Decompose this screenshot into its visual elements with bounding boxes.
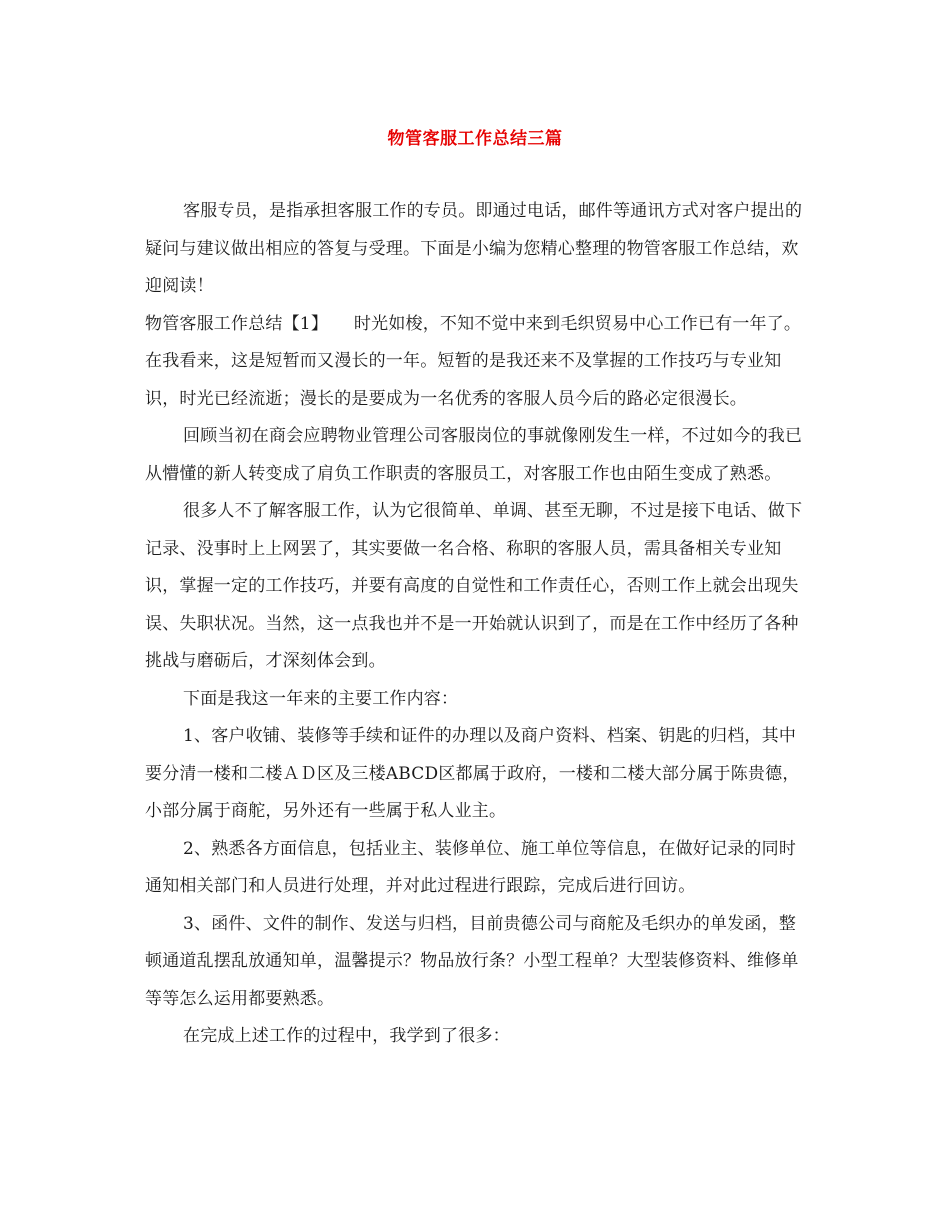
body-paragraph: 在完成上述工作的过程中，我学到了很多： [183,1026,510,1046]
body-paragraph: 很多人不了解客服工作，认为它很简单、单调、甚至无聊，不过是接下电话、做下记录、没事时上上网罢了，其实要做一名合格、称职的客服人员，需具备相关专业知识，掌握一定的工作技巧，并要有高度的自觉性和工作责任心，否则工作上就会出现失误、失职状况。当然，这一点我也并不是一开始就认识到了，而是在工作中经历了各种挑战与磨砺后，才深刻体会到。 [145,501,803,671]
list-item-paragraph: 3、函件、文件的制作、发送与归档，目前贵德公司与商舵及毛织办的单发函，整顿通道乱摆乱放通知单，温馨提示？物品放行条？小型工程单？大型装修资料、维修单等等怎么运用都要熟悉。 [145,913,799,1009]
document-body [145,193,813,1056]
list-item-paragraph: 1、客户收铺、装修等手续和证件的办理以及商户资料、档案、钥匙的归档，其中要分清一楼和二楼ＡＤ区及三楼ABCD区都属于政府，一楼和二楼大部分属于陈贵德，小部分属于商舵，另外还有一些属于私人业主。 [145,726,800,821]
intro-paragraph: 客服专员，是指承担客服工作的专员。即通过电话，邮件等通讯方式对客户提出的疑问与建议做出相应的答复与受理。下面是小编为您精心整理的物管客服工作总结，欢迎阅读！ [145,201,803,296]
body-paragraph: 回顾当初在商会应聘物业管理公司客服岗位的事就像刚发生一样，不过如今的我已从懵懂的新人转变成了肩负工作职责的客服员工，对客服工作也由陌生变成了熟悉。 [145,426,803,484]
list-item-paragraph: 2、熟悉各方面信息，包括业主、装修单位、施工单位等信息，在做好记录的同时通知相关部门和人员进行处理，并对此过程进行跟踪，完成后进行回访。 [145,838,797,896]
body-paragraph: 下面是我这一年来的主要工作内容： [183,688,459,709]
section-1-paragraph: 物管客服工作总结【1】 时光如梭，不知不觉中来到毛织贸易中心工作已有一年了。在我看来，这是短暂而又漫长的一年。短暂的是我还来不及掌握的工作技巧与专业知识，时光已经流逝；漫长的是要成为一名优秀的客服人员今后的路必定很漫长。 [145,313,802,409]
document-title: 物管客服工作总结三篇 [387,129,563,149]
